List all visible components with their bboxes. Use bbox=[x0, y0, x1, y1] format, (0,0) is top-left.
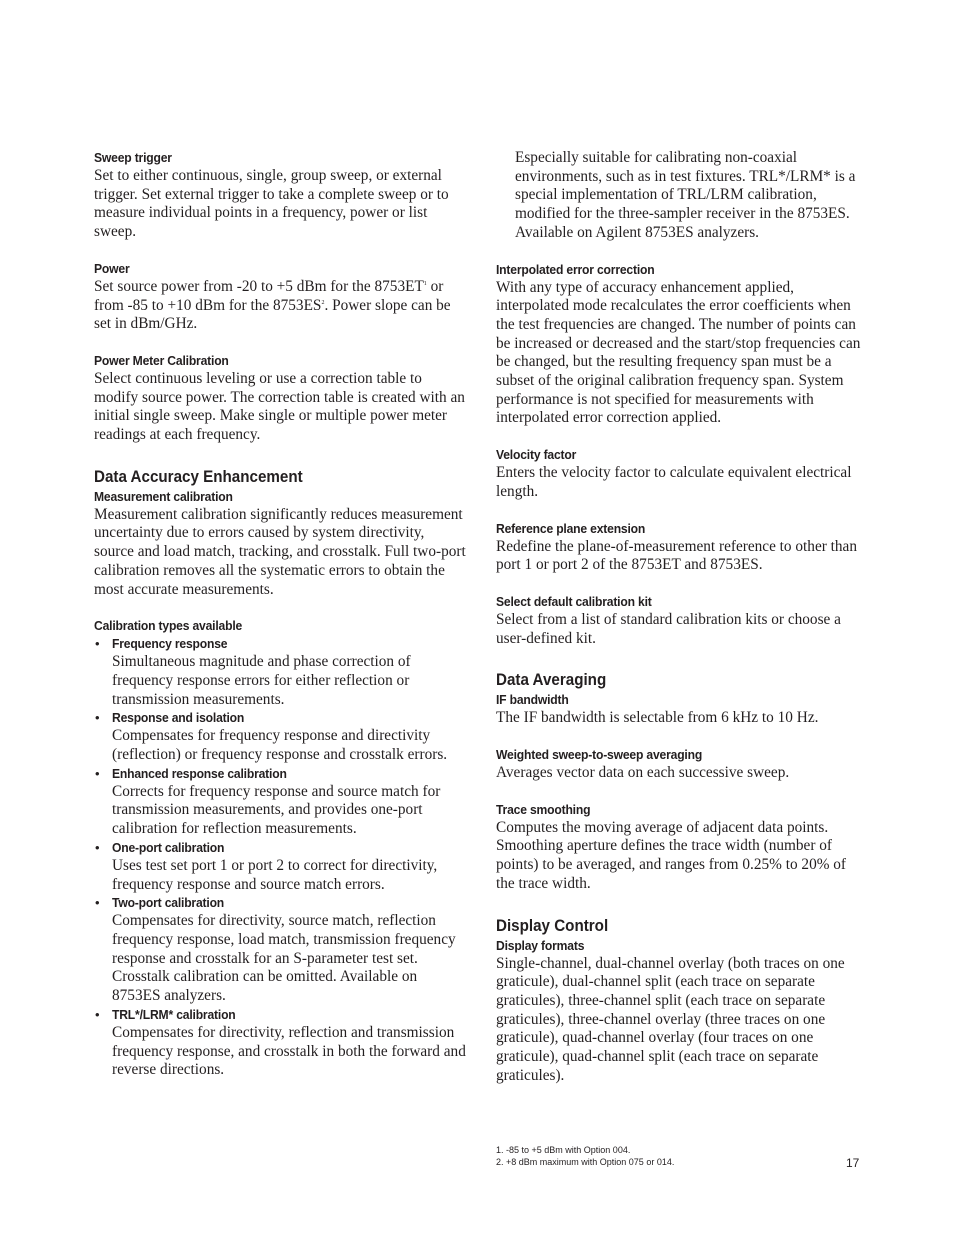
footnotes bbox=[496, 1145, 826, 1168]
list-item bbox=[94, 635, 466, 709]
power-meter-text: Select continuous leveling or use a correction table to modify source power. The correction table is created with an initial single sweep. Make single or multiple power meter readings at each frequency. bbox=[94, 369, 465, 444]
power-text-c: . Power slope can be set in dBm/GHz. bbox=[94, 296, 451, 333]
sweep-trigger-heading: Sweep trigger bbox=[94, 150, 172, 165]
list-item bbox=[94, 839, 466, 894]
page-number: 17 bbox=[846, 1156, 860, 1170]
cal-type-title: Enhanced response calibration bbox=[112, 765, 287, 781]
list-item bbox=[94, 765, 466, 839]
bullet-icon: • bbox=[95, 839, 100, 855]
interpolated-text: With any type of accuracy enhancement applied, interpolated mode recalculates the error coefficients when the test frequencies are changed. The number of points can be increased or decreased and the start/stop frequencies can be changed, but the resulting frequency span must be a subset of the original calibration frequency span. System performance is not specified for measurements with interpolated error correction applied. bbox=[496, 278, 861, 427]
list-item bbox=[94, 709, 466, 764]
bullet-icon: • bbox=[95, 765, 100, 781]
bullet-icon: • bbox=[95, 1006, 100, 1022]
cal-type-text: Compensates for frequency response and directivity (reflection) or frequency response and crosstalk errors. bbox=[112, 727, 448, 764]
display-formats-heading: Display formats bbox=[496, 937, 585, 953]
footnote-1: 1. -85 to +5 dBm with Option 004. bbox=[496, 1145, 631, 1155]
trace-smoothing-text: Computes the moving average of adjacent data points. Smoothing aperture defines the trace width (number of points) to be averaged, and ranges from 0.25% to 20% of the trace width. bbox=[496, 818, 847, 892]
power-text bbox=[94, 278, 466, 334]
cal-types-list bbox=[94, 635, 466, 1080]
if-bandwidth-heading: IF bandwidth bbox=[496, 692, 569, 708]
interpolated-heading: Interpolated error correction bbox=[496, 261, 655, 277]
cal-type-text: Corrects for frequency response and source match for transmission measurements, and provides one-port calibration for reflection measurements. bbox=[112, 782, 441, 838]
bullet-icon: • bbox=[95, 895, 100, 911]
cal-type-text: Uses test set port 1 or port 2 to correct for directivity, frequency response and source match errors. bbox=[112, 856, 438, 893]
power-text-a: Set source power from -20 to +5 dBm for the 8753ET bbox=[94, 277, 424, 295]
measurement-calibration-text: Measurement calibration significantly reduces measurement uncertainty due to errors caused by system directivity, source and load match, tracking, and crosstalk. Full two-port calibration removes all the systematic errors to obtain the most accurate measurements. bbox=[94, 505, 466, 598]
data-accuracy-heading: Data Accuracy Enhancement bbox=[94, 467, 303, 486]
power-meter-heading: Power Meter Calibration bbox=[94, 352, 229, 368]
cal-type-title: One-port calibration bbox=[112, 839, 225, 855]
ref-plane-text: Redefine the plane-of-measurement reference to other than port 1 or port 2 of the 8753ET and 8753ES. bbox=[496, 537, 857, 574]
trace-smoothing-heading: Trace smoothing bbox=[496, 801, 591, 817]
cal-type-title: Two-port calibration bbox=[112, 895, 225, 911]
list-item bbox=[94, 894, 466, 1006]
display-formats-text: Single-channel, dual-channel overlay (both traces on one graticule), dual-channel split (each trace on separate graticules), three-channel split (each trace on separate graticules), three-channel overlay (three traces on one graticule), quad-channel overlay (four traces on one graticule), quad-channel split (each trace on separate graticules). bbox=[496, 954, 845, 1084]
weighted-text: Averages vector data on each successive sweep. bbox=[496, 764, 790, 782]
power-text-b: or from -85 to +10 dBm for the 8753ES bbox=[94, 277, 444, 314]
cal-type-text: Simultaneous magnitude and phase correction of frequency response errors for either reflection or transmission measurements. bbox=[112, 653, 411, 708]
cal-types-heading: Calibration types available bbox=[94, 618, 243, 634]
if-bandwidth-text: The IF bandwidth is selectable from 6 kHz to 10 Hz. bbox=[496, 709, 819, 727]
velocity-heading: Velocity factor bbox=[496, 447, 577, 463]
cal-type-text: Compensates for directivity, reflection and transmission frequency response, and crosstalk in both the forward and reverse directions. bbox=[112, 1023, 466, 1079]
footnote-2: 2. +8 dBm maximum with Option 075 or 014. bbox=[496, 1156, 675, 1167]
cal-type-text: Compensates for directivity, source match, reflection frequency response, load match, transmission frequency response and crosstalk for an S-parameter test set. Crosstalk calibration can be omitted. Available on 8753ES analyzers. bbox=[112, 912, 456, 1005]
footnote-ref-1: 1 bbox=[423, 280, 427, 287]
measurement-calibration-heading: Measurement calibration bbox=[94, 488, 233, 504]
ref-plane-heading: Reference plane extension bbox=[496, 520, 646, 536]
footnote-ref-2: 2 bbox=[321, 299, 325, 306]
bullet-icon: • bbox=[95, 710, 100, 726]
power-heading: Power bbox=[94, 260, 130, 276]
cal-kit-heading: Select default calibration kit bbox=[496, 593, 652, 609]
display-control-heading: Display Control bbox=[496, 916, 609, 935]
sweep-trigger-text: Set to either continuous, single, group sweep, or external trigger. Set external trigger to take a complete sweep or to measure individual points in a frequency, power or list sweep. bbox=[94, 167, 449, 241]
cal-type-title: Response and isolation bbox=[112, 710, 245, 726]
bullet-icon: • bbox=[95, 636, 100, 652]
list-item bbox=[94, 1006, 466, 1080]
data-averaging-heading: Data Averaging bbox=[496, 671, 607, 690]
trl-continued-text: Especially suitable for calibrating non-coaxial environments, such as in test fixtures. TRL*/LRM* is a special implementation of TRL/LRM calibration, modified for the three-sampler receiver in the 8753ES. Available on Agilent 8753ES analyzers. bbox=[515, 149, 856, 241]
right-column bbox=[496, 149, 862, 1086]
cal-type-title: TRL*/LRM* calibration bbox=[112, 1006, 236, 1022]
left-column bbox=[94, 149, 466, 1080]
cal-type-title: Frequency response bbox=[112, 636, 228, 652]
velocity-text: Enters the velocity factor to calculate equivalent electrical length. bbox=[496, 464, 852, 500]
weighted-heading: Weighted sweep-to-sweep averaging bbox=[496, 747, 703, 763]
cal-kit-text: Select from a list of standard calibration kits or choose a user-defined kit. bbox=[496, 610, 841, 647]
